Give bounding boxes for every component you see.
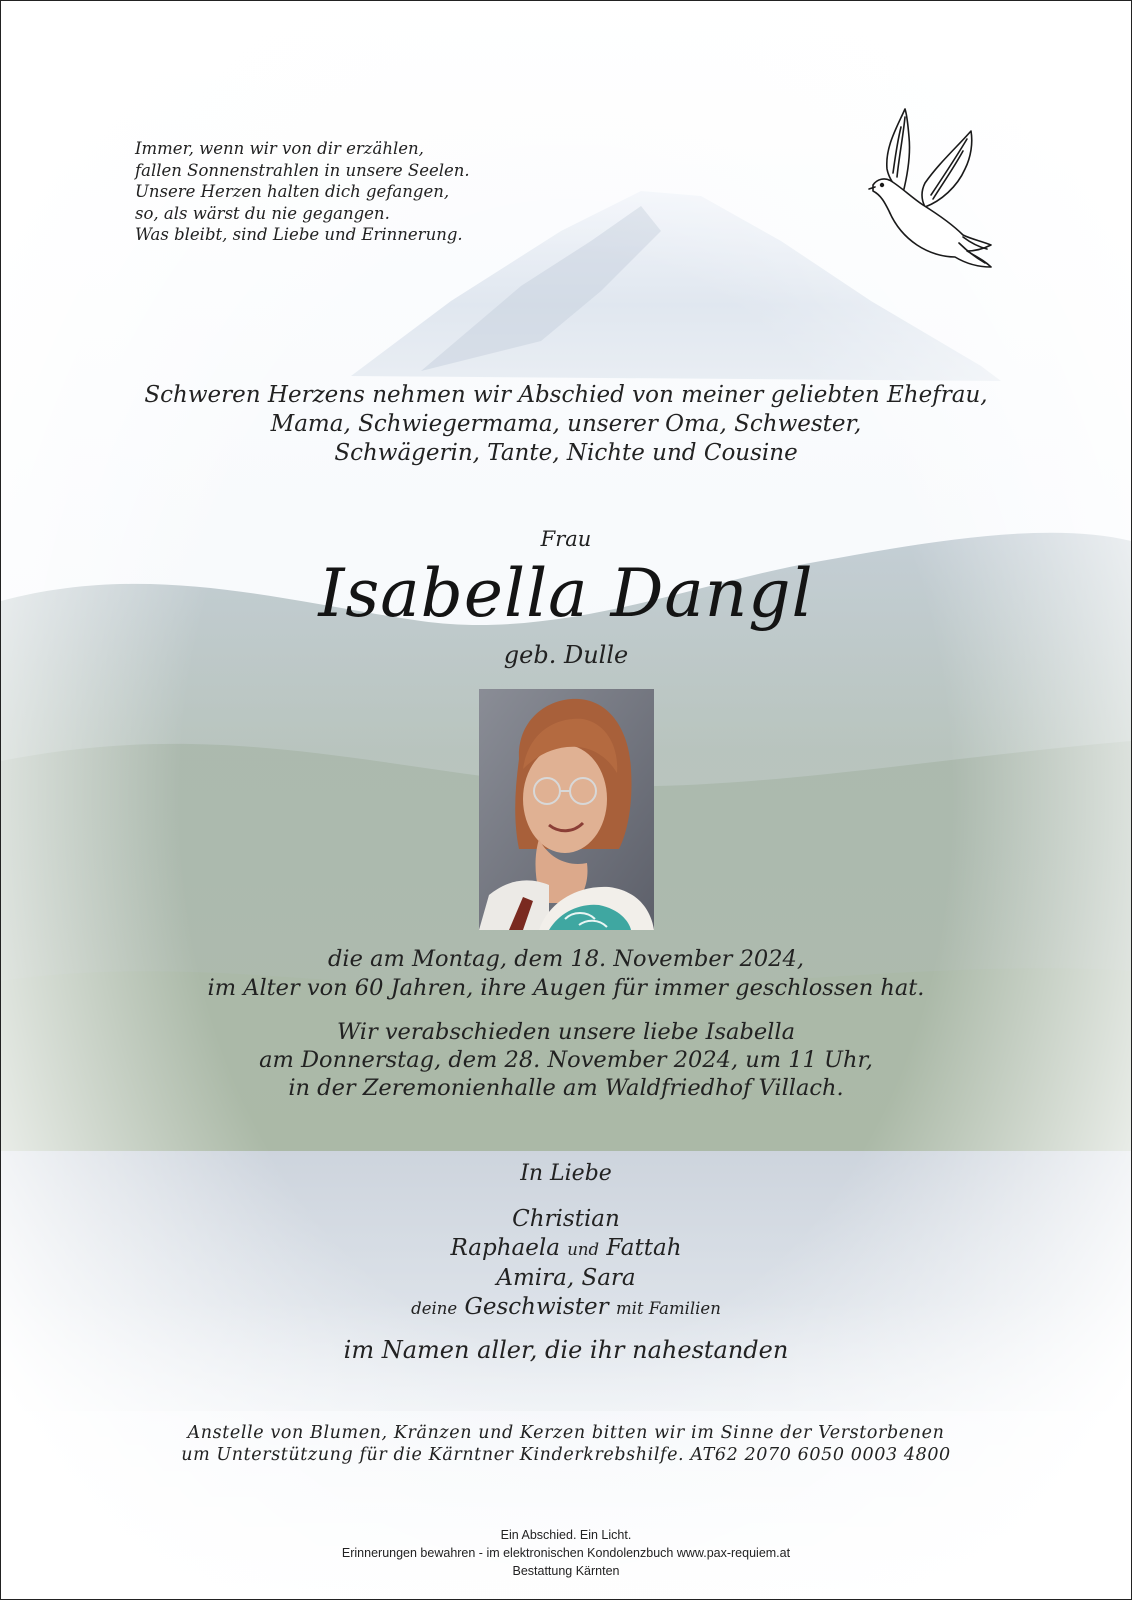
mourner-line: Christian	[512, 1206, 620, 1232]
death-notice	[1, 945, 1131, 1003]
mourner-line	[1, 1293, 1131, 1323]
mourners-list	[1, 1205, 1131, 1323]
mourner-name: Fattah	[606, 1235, 682, 1261]
poem-line: Immer, wenn wir von dir erzählen,	[135, 139, 424, 158]
mourner-line	[1, 1234, 1131, 1264]
mourner-prefix: deine	[411, 1299, 458, 1318]
conjunction: und	[567, 1240, 600, 1259]
salutation: Frau	[540, 527, 592, 551]
footer-line: Bestattung Kärnten	[512, 1564, 620, 1578]
mourner-line: Amira, Sara	[496, 1265, 636, 1291]
farewell-line: Wir verabschieden unsere liebe Isabella	[337, 1019, 795, 1045]
intro-line: Schwägerin, Tante, Nichte und Cousine	[334, 440, 798, 466]
deceased-name: Isabella Dangl	[318, 555, 814, 632]
donation-line: um Unterstützung für die Kärntner Kinderkrebshilfe. AT62 2070 6050 0003 4800	[181, 1445, 951, 1465]
footer-line: Ein Abschied. Ein Licht.	[500, 1528, 632, 1542]
donation-request	[1, 1422, 1131, 1466]
closing-line: im Namen aller, die ihr nahestanden	[343, 1336, 789, 1364]
farewell-line: in der Zeremonienhalle am Waldfriedhof Villach.	[288, 1075, 844, 1101]
portrait-photo	[479, 689, 654, 930]
death-line: die am Montag, dem 18. November 2024,	[328, 946, 804, 972]
footer-line: Erinnerungen bewahren - im elektronischen Kondolenzbuch www.pax-requiem.at	[341, 1546, 791, 1560]
footer	[1, 1526, 1131, 1580]
mourner-suffix: mit Familien	[615, 1299, 721, 1318]
poem-line: Unsere Herzen halten dich gefangen,	[135, 182, 450, 201]
intro-line: Schweren Herzens nehmen wir Abschied von meiner geliebten Ehefrau,	[144, 382, 988, 408]
poem-line: so, als wärst du nie gegangen.	[135, 203, 390, 223]
mourner-name: Geschwister	[464, 1294, 609, 1320]
poem-line: Was bleibt, sind Liebe und Erinnerung.	[135, 225, 463, 244]
farewell-notice	[1, 1018, 1131, 1102]
intro-line: Mama, Schwiegermama, unserer Oma, Schwester,	[270, 411, 862, 437]
death-line: im Alter von 60 Jahren, ihre Augen für immer geschlossen hat.	[207, 975, 925, 1001]
intro-text	[1, 381, 1131, 468]
poem	[135, 138, 595, 246]
mourner-name: Raphaela	[450, 1235, 560, 1261]
maiden-name: geb. Dulle	[503, 641, 629, 669]
donation-line: Anstelle von Blumen, Kränzen und Kerzen bitten wir im Sinne der Verstorbenen	[187, 1423, 945, 1443]
farewell-line: am Donnerstag, dem 28. November 2024, um 11 Uhr,	[259, 1047, 873, 1073]
poem-line: fallen Sonnenstrahlen in unsere Seelen.	[135, 160, 470, 180]
in-love-heading: In Liebe	[520, 1161, 612, 1186]
dove-icon	[867, 107, 997, 275]
